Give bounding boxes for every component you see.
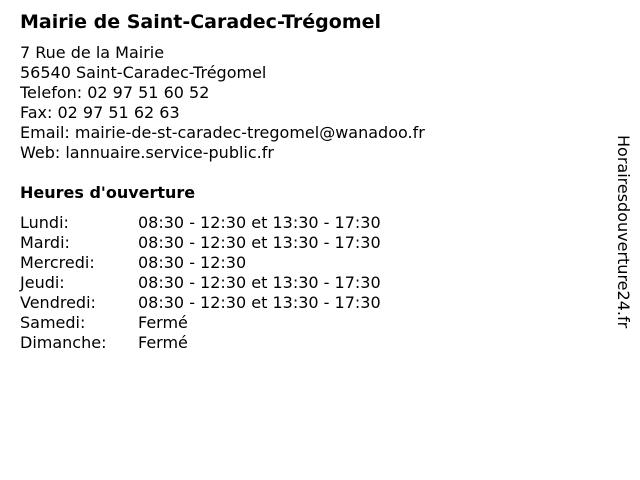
time-value: 08:30 - 12:30 et 13:30 - 17:30 <box>138 273 381 292</box>
day-label: Lundi: <box>20 213 69 232</box>
address-street: 7 Rue de la Mairie <box>20 43 165 62</box>
site-watermark: Horairesdouverture24.fr <box>614 135 633 329</box>
phone-line: Telefon: 02 97 51 60 52 <box>20 83 210 102</box>
day-label: Mardi: <box>20 233 70 252</box>
contact-block <box>20 43 425 163</box>
time-value: 08:30 - 12:30 <box>138 253 247 272</box>
fax-line: Fax: 02 97 51 62 63 <box>20 103 180 122</box>
day-label: Samedi: <box>20 313 86 332</box>
day-label: Vendredi: <box>20 293 96 312</box>
email-line: Email: mairie-de-st-caradec-tregomel@wanadoo.fr <box>20 123 425 142</box>
hours-heading: Heures d'ouverture <box>20 183 196 202</box>
page-title: Mairie de Saint-Caradec-Trégomel <box>20 11 382 33</box>
day-label: Mercredi: <box>20 253 95 272</box>
day-label: Jeudi: <box>20 273 65 292</box>
time-value: Fermé <box>138 313 188 332</box>
time-value: Fermé <box>138 333 188 352</box>
time-value: 08:30 - 12:30 et 13:30 - 17:30 <box>138 213 381 232</box>
day-label: Dimanche: <box>20 333 107 352</box>
web-line: Web: lannuaire.service-public.fr <box>20 143 274 162</box>
time-value: 08:30 - 12:30 et 13:30 - 17:30 <box>138 293 381 312</box>
address-city: 56540 Saint-Caradec-Trégomel <box>20 63 267 82</box>
time-value: 08:30 - 12:30 et 13:30 - 17:30 <box>138 233 381 252</box>
